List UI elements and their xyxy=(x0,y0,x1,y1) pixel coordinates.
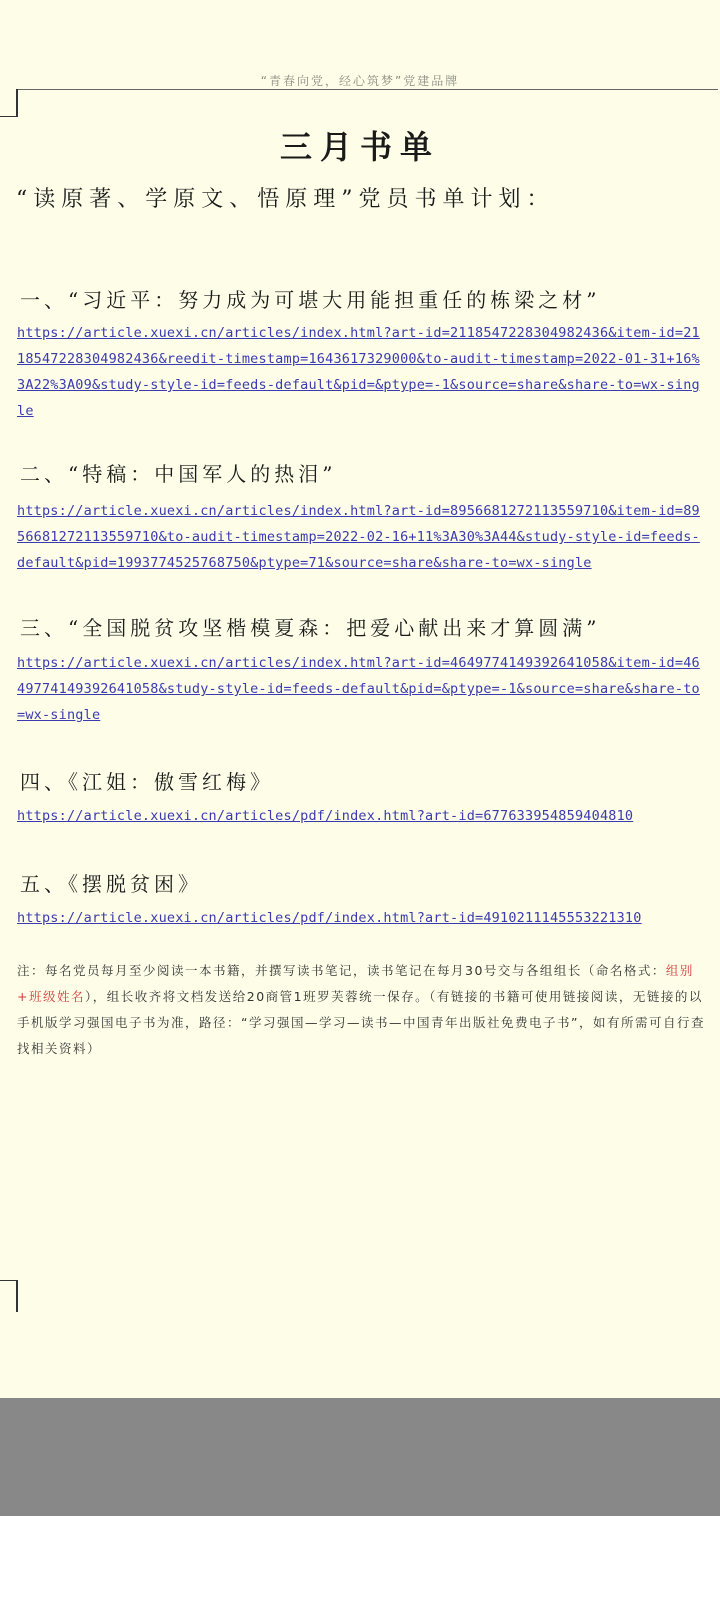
crop-mark-top xyxy=(16,89,18,117)
book-link-4[interactable]: https://article.xuexi.cn/articles/pdf/index.html?art-id=6776339548594048​10 xyxy=(17,808,634,824)
book-link-1[interactable]: https://article.xuexi.cn/articles/index.html?art-id=2118547228304982436&item-id=2118547228304982436&reedit-timestamp=1643617329000&to-audit-timestamp=2022-01-31+16%3A22%3A09&study-style-id=feeds-default&pid=&ptype=-1&source=share&share-to=wx-single xyxy=(17,325,700,419)
header-brand-text: “青春向党，经心筑梦”党建品牌 xyxy=(260,74,460,88)
note-format-highlight: 组别+班级姓名 xyxy=(17,963,694,1004)
book-link-3[interactable]: https://article.xuexi.cn/articles/index.html?art-id=4649774149392641058&item-id=4649774149392641058&study-style-id=feeds-default&pid=&ptype=-1&source=share&share-to=wx-single xyxy=(17,655,700,723)
book-title-3: 三、“全国脱贫攻坚楷模夏森：把爱心献出来才算圆满” xyxy=(20,616,601,640)
header-divider xyxy=(18,89,718,90)
note-text-part1: 注：每名党员每月至少阅读一本书籍，并撰写读书笔记，读书笔记在每月30号交与各组组长（命名格式： xyxy=(17,963,666,978)
viewer-gray-area xyxy=(0,1398,720,1516)
book-title-5: 五、《摆脱贫困》 xyxy=(20,872,202,896)
book-title-2: 二、“特稿：中国军人的热泪” xyxy=(20,462,337,486)
book-title-4: 四、《江姐：傲雪红梅》 xyxy=(20,770,274,794)
page-subtitle: “读原著、学原文、悟原理”党员书单计划： xyxy=(16,187,555,212)
crop-mark-top-horizontal xyxy=(0,116,18,117)
book-link-5[interactable]: https://article.xuexi.cn/articles/pdf/index.html?art-id=491021114555322​1310 xyxy=(17,910,642,926)
crop-mark-bottom-horizontal xyxy=(0,1280,18,1281)
note-text-part2: ），组长收齐将文档发送给20商管1班罗芙蓉统一保存。（有链接的书籍可使用链接阅读，无链接的以手机版学习强国电子书为准，路径：“学习强国—学习—读书—中国青年出版社免费电子书”，如有所需可自行查找相关资料） xyxy=(17,989,705,1056)
book-title-1: 一、“习近平：努力成为可堪大用能担重任的栋梁之材” xyxy=(20,288,601,312)
book-link-2[interactable]: https://article.xuexi.cn/articles/index.html?art-id=8956681272113559710&item-id=8956681272113559710&to-audit-timestamp=2022-02-16+11%3A30%3A44&study-style-id=feeds-default&pid=1993774525768750&ptype=71&source=share&share-to=wx-single xyxy=(17,503,700,571)
viewer-bottom-area xyxy=(0,1516,720,1600)
page-title: 三月书单 xyxy=(279,128,440,166)
crop-mark-bottom xyxy=(16,1280,18,1312)
reading-note xyxy=(17,958,707,1062)
